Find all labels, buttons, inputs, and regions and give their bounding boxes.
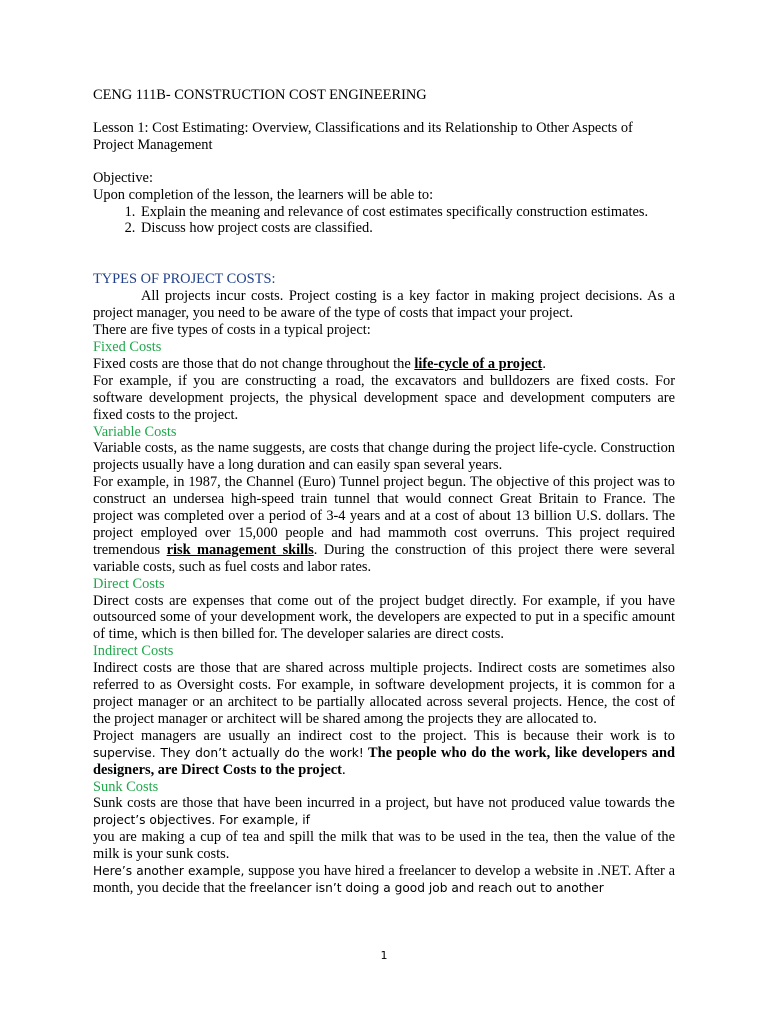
intro-line: There are five types of costs in a typical project:	[93, 322, 371, 339]
objective-intro: Upon completion of the lesson, the learners will be able to:	[93, 186, 434, 203]
text-run: For example, in 1987, the Channel (Euro) Tunnel project begun. The objective of this project was to construct an undersea high-speed train tunnel that would connect Great Britain to France. The project was completed over a period of 3-4 years and at a cost of about 13 billion U.S. dollars. The project employed over 15,000 people and had mammoth cost overruns. This project required tremendous	[93, 474, 675, 558]
text-run: suppose you have hired a freelancer to develop a website in .NET. After a month, you decide that the	[93, 863, 675, 896]
text-run: the project’s objectives. For example, if	[93, 796, 675, 828]
objectives-list	[93, 204, 675, 238]
text-run: Project managers are usually an indirect cost to the project. This is because their work is to	[93, 727, 675, 744]
fixed-costs-paragraph	[93, 356, 675, 373]
text-run: .	[542, 355, 546, 372]
objective-item: 1. Explain the meaning and relevance of cost estimates specifically construction estimates.	[139, 204, 675, 221]
objective-item: 2. Discuss how project costs are classified.	[139, 220, 675, 237]
text-run: Sunk costs are those that have been incurred in a project, but have not produced value towards	[93, 795, 655, 812]
lesson-title: Lesson 1: Cost Estimating: Overview, Classifications and its Relationship to Other Aspects of Project Management	[93, 119, 633, 153]
fixed-costs-heading: Fixed Costs	[93, 338, 162, 355]
text-run: .	[341, 761, 346, 778]
sunk-costs-example-2	[93, 863, 675, 897]
page-number: 1	[380, 949, 388, 962]
direct-costs-heading: Direct Costs	[93, 575, 165, 592]
text-run: Fixed costs are those that do not change throughout the	[93, 355, 415, 372]
objective-label: Objective:	[93, 169, 153, 186]
document-body	[93, 87, 675, 897]
indirect-costs-heading: Indirect Costs	[93, 643, 174, 660]
life-cycle-link[interactable]: life-cycle of a project	[414, 355, 543, 372]
variable-costs-heading: Variable Costs	[93, 423, 177, 440]
risk-management-link[interactable]: risk management skills	[166, 541, 314, 558]
text-run: freelancer isn’t doing a good job and reach out to another	[249, 880, 604, 895]
fixed-costs-example: For example, if you are constructing a road, the excavators and bulldozers are fixed costs. For software development projects, the physical development space and development computers are fixed costs to the project.	[93, 372, 675, 423]
text-run: supervise. They don’t actually do the work!	[93, 745, 364, 760]
variable-costs-example	[93, 474, 675, 575]
text-run: Here’s another example,	[93, 864, 245, 879]
course-title: CENG 111B- CONSTRUCTION COST ENGINEERING	[93, 87, 427, 103]
bold-text-run: The people who do the work, like developers and designers, are Direct Costs to the project	[93, 744, 676, 778]
indirect-costs-note	[93, 728, 675, 779]
direct-costs-paragraph: Direct costs are expenses that come out of the project budget directly. For example, if you have outsourced some of your development work, the developers are expected to put in a specific amount of time, which is then billed for. The developer salaries are direct costs.	[93, 592, 675, 643]
sunk-costs-example: you are making a cup of tea and spill the milk that was to be used in the tea, then the value of the milk is your sunk costs.	[93, 829, 675, 863]
sunk-costs-heading: Sunk Costs	[93, 778, 159, 795]
text-run: . During the construction of this project there were several variable costs, such as fuel costs and labor rates.	[93, 541, 675, 575]
variable-costs-paragraph: Variable costs, as the name suggests, are costs that change during the project life-cycle. Construction projects usually have a long duration and can easily span several years.	[93, 440, 675, 474]
intro-paragraph: All projects incur costs. Project costing is a key factor in making project decisions. As a project manager, you need to be aware of the type of costs that impact your project.	[93, 288, 675, 322]
sunk-costs-paragraph	[93, 795, 675, 829]
section-heading: TYPES OF PROJECT COSTS:	[93, 271, 276, 288]
indirect-costs-paragraph: Indirect costs are those that are shared across multiple projects. Indirect costs are sometimes also referred to as Oversight costs. For example, in software development projects, it is common for a project manager or an architect to be partially allocated across several projects. Hence, the cost of the project manager or architect will be shared among the projects they are allocated to.	[93, 660, 675, 727]
